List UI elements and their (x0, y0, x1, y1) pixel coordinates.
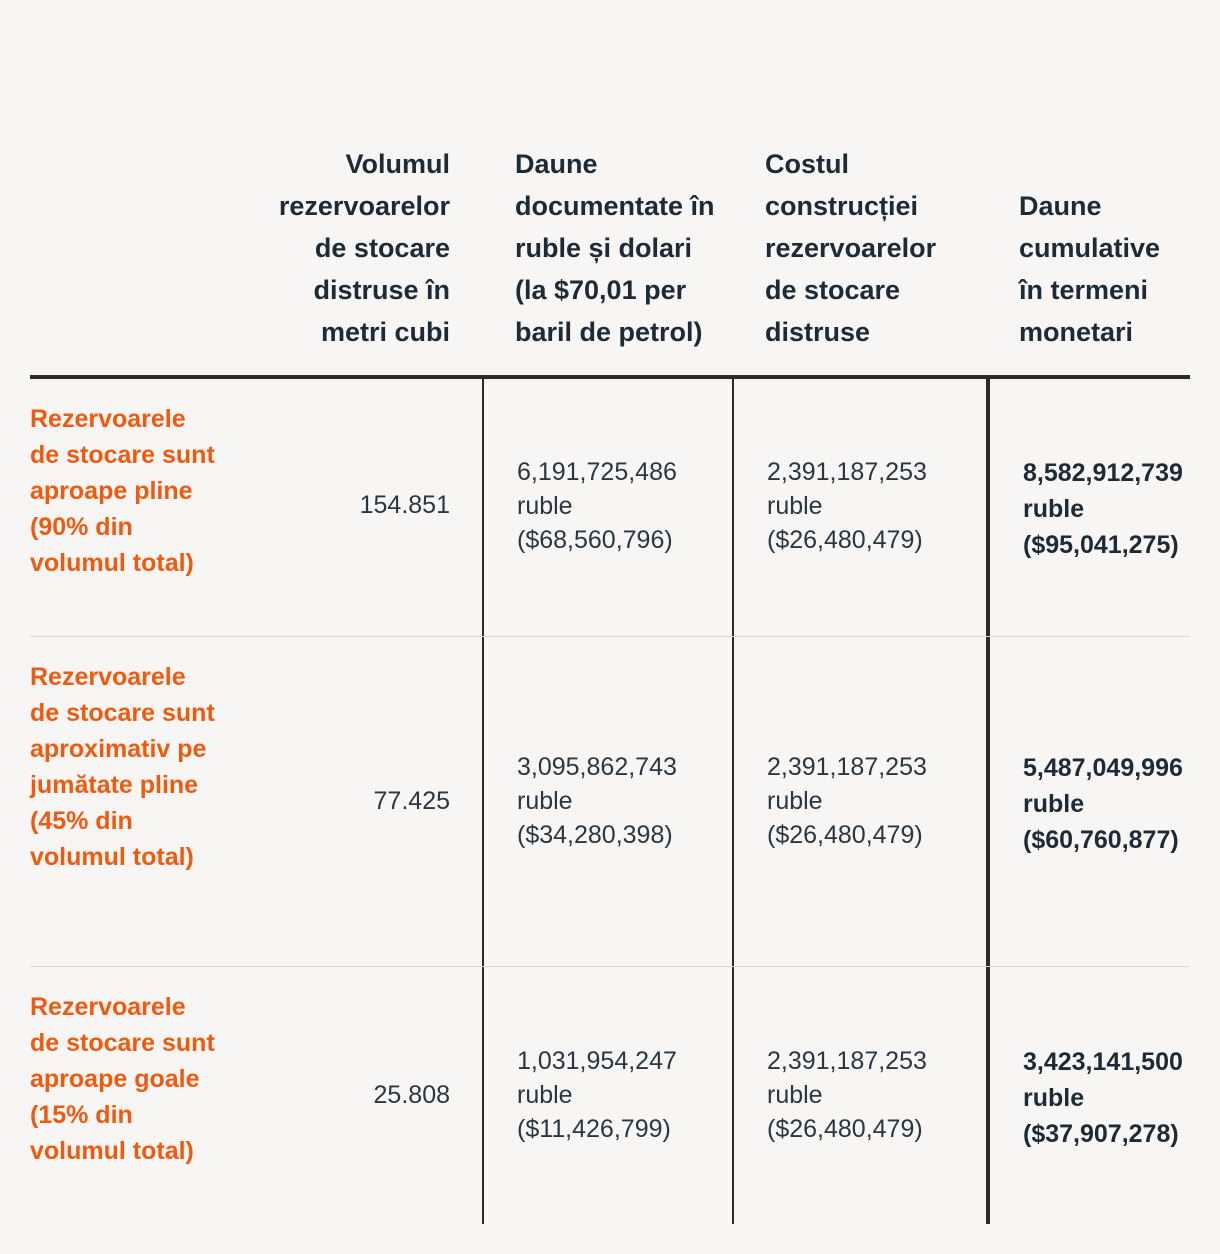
cumulative-usd: ($37,907,278) (1023, 1120, 1179, 1148)
table-row (30, 637, 1190, 967)
damage-rub: 3,095,862,743 (517, 753, 677, 781)
damage-rub: 6,191,725,486 (517, 458, 677, 486)
cost-rub: 2,391,187,253 (767, 753, 927, 781)
damage-value (517, 1044, 677, 1146)
cost-usd: ($26,480,479) (767, 821, 923, 849)
cost-value (767, 455, 927, 557)
cost-value (767, 750, 927, 852)
cost-usd: ($26,480,479) (767, 526, 923, 554)
cumulative-usd: ($95,041,275) (1023, 531, 1179, 559)
volume-value: 25.808 (373, 1081, 450, 1109)
cumulative-value (1023, 750, 1190, 858)
damage-table (30, 0, 1190, 1224)
cumulative-unit: ruble (1023, 1084, 1085, 1112)
damage-usd: ($11,426,799) (517, 1115, 671, 1143)
damage-unit: ruble (517, 1081, 573, 1109)
row-label: Rezervoarele de stocare sunt aproape pline (90% din volumul total) (30, 405, 215, 577)
header-cumulative: Daune cumulative în termeni monetari (1019, 191, 1161, 347)
header-damage: Daune documentate în ruble și dolari (la $70,01 per baril de petrol) (515, 149, 715, 347)
row-label: Rezervoarele de stocare sunt aproximativ pe jumătate pline (45% din volumul total) (30, 663, 215, 871)
cost-rub: 2,391,187,253 (767, 458, 927, 486)
cost-rub: 2,391,187,253 (767, 1047, 927, 1075)
damage-value (517, 455, 677, 557)
damage-unit: ruble (517, 492, 573, 520)
damage-rub: 1,031,954,247 (517, 1047, 677, 1075)
cost-value (767, 1044, 927, 1146)
cumulative-value (1023, 455, 1190, 563)
volume-value: 77.425 (373, 787, 450, 815)
cost-unit: ruble (767, 787, 823, 815)
cumulative-usd: ($60,760,877) (1023, 826, 1179, 854)
header-cost: Costul construcției rezervoarelor de stocare distruse (765, 149, 937, 347)
cumulative-unit: ruble (1023, 495, 1085, 523)
cost-usd: ($26,480,479) (767, 1115, 923, 1143)
damage-usd: ($34,280,398) (517, 821, 673, 849)
cumulative-rub: 8,582,912,739 (1023, 459, 1183, 487)
damage-unit: ruble (517, 787, 573, 815)
cumulative-rub: 5,487,049,996 (1023, 754, 1183, 782)
cumulative-unit: ruble (1023, 790, 1085, 818)
cost-unit: ruble (767, 1081, 823, 1109)
damage-value (517, 750, 677, 852)
volume-value: 154.851 (359, 491, 450, 519)
cumulative-rub: 3,423,141,500 (1023, 1048, 1183, 1076)
cumulative-value (1023, 1044, 1190, 1152)
cost-unit: ruble (767, 492, 823, 520)
table-header (30, 0, 1190, 375)
header-volume: Volumul rezervoarelor de stocare distruse în metri cubi (278, 149, 450, 347)
row-label: Rezervoarele de stocare sunt aproape goale (15% din volumul total) (30, 993, 215, 1165)
table-row (30, 967, 1190, 1224)
damage-usd: ($68,560,796) (517, 526, 673, 554)
table-row (30, 379, 1190, 636)
